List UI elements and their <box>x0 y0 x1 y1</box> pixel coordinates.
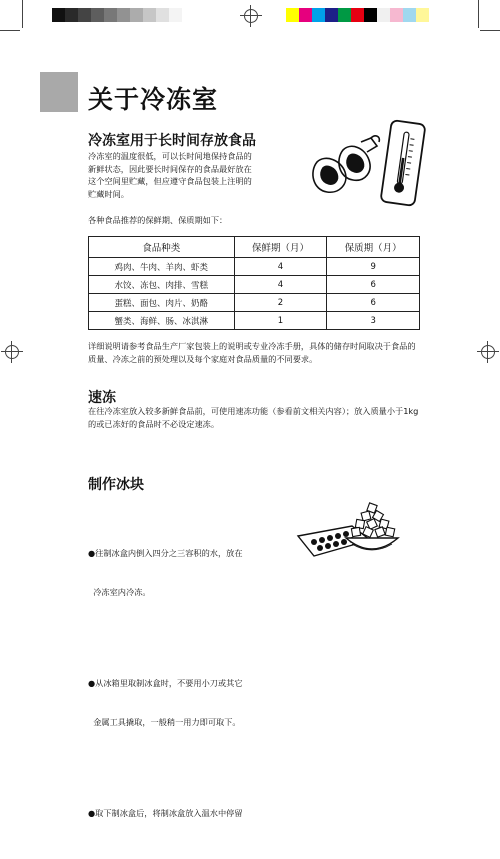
ice-instructions <box>88 495 243 859</box>
column-header: 保质期（月） <box>327 237 420 258</box>
registration-mark-right <box>477 341 499 363</box>
frozen-meat-icon <box>305 132 385 202</box>
crop-mark <box>0 30 20 31</box>
table-cell: 4 <box>234 258 327 276</box>
color-patch <box>78 8 91 22</box>
color-patch <box>416 8 429 22</box>
color-patch <box>143 8 156 22</box>
crop-mark <box>480 30 500 31</box>
ice-bowl-icon <box>342 498 402 560</box>
crop-mark <box>22 0 23 28</box>
table-cell: 1 <box>234 312 327 330</box>
color-patch <box>91 8 104 22</box>
registration-mark-left <box>1 341 23 363</box>
color-patch <box>351 8 364 22</box>
table-cell: 蛋糕、面包、肉片、奶酪 <box>89 294 235 312</box>
table-row <box>89 258 420 276</box>
intro-line: 这个空间里贮藏，但应遵守食品包装上注明的 <box>88 176 252 186</box>
bullet-line: ●取下制冰盒后，将制冰盒放入温水中停留 <box>88 808 243 818</box>
intro-paragraph <box>88 150 252 200</box>
note-line: 详细说明请参考食品生产厂家包装上的说明或专业冷冻手册，具体的储存时间取决于食品的 <box>88 341 416 351</box>
column-header: 保鲜期（月） <box>234 237 327 258</box>
thermometer-icon <box>380 118 430 208</box>
color-patch <box>377 8 390 22</box>
color-patch <box>52 8 65 22</box>
gray-calibration-strip <box>52 8 182 22</box>
table-cell: 6 <box>327 294 420 312</box>
color-patch <box>130 8 143 22</box>
quick-freeze-line: 在往冷冻室放入较多新鲜食品前，可使用速冻功能（参看前文相关内容）；放入质量小于1kg <box>88 406 419 416</box>
intro-heading: 冷冻室用于长时间存放食品 <box>88 133 256 149</box>
section-marker-block <box>40 72 78 112</box>
color-patch <box>325 8 338 22</box>
color-patch <box>65 8 78 22</box>
column-header: 食品种类 <box>89 237 235 258</box>
table-cell: 鸡肉、牛肉、羊肉、虾类 <box>89 258 235 276</box>
quick-freeze-line: 的或已冻好的食品时不必设定速冻。 <box>88 418 220 429</box>
color-patch <box>117 8 130 22</box>
quick-freeze-heading: 速冻 <box>88 390 116 406</box>
note-line: 质量、冷冻之前的预处理以及每个家庭对食品质量的不同要求。 <box>88 353 318 364</box>
table-cell: 蟹类、海鲜、肠、冰淇淋 <box>89 312 235 330</box>
table-caption: 各种食品推荐的保鲜期、保质期如下： <box>88 215 228 225</box>
bullet-item <box>88 521 243 625</box>
table-cell: 9 <box>327 258 420 276</box>
ice-heading: 制作冰块 <box>88 477 144 493</box>
color-patch <box>156 8 169 22</box>
table-row <box>89 276 420 294</box>
color-patch <box>364 8 377 22</box>
color-patch <box>104 8 117 22</box>
color-patch <box>312 8 325 22</box>
table-cell: 3 <box>327 312 420 330</box>
table-cell: 2 <box>234 294 327 312</box>
storage-note <box>88 340 416 365</box>
color-patch <box>403 8 416 22</box>
bullet-line: 金属工具撬取，一般稍一用力即可取下。 <box>88 717 241 727</box>
color-patch <box>169 8 182 22</box>
table-cell: 4 <box>234 276 327 294</box>
table-header-row <box>89 237 420 258</box>
color-patch <box>286 8 299 22</box>
quick-freeze-paragraph <box>88 405 418 430</box>
intro-line: 冷冻室的温度很低，可以长时间地保持食品的 <box>88 151 252 161</box>
intro-line: 贮藏时间。 <box>88 188 129 199</box>
registration-mark-top <box>240 5 262 27</box>
page-title: 关于冷冻室 <box>88 85 219 114</box>
crop-mark <box>478 0 479 28</box>
intro-line: 新鲜状态，因此要长时间保存的食品最好放在 <box>88 163 252 174</box>
color-patch <box>338 8 351 22</box>
table-cell: 水饺、冻包、肉排、雪糕 <box>89 276 235 294</box>
table-row <box>89 312 420 330</box>
bullet-line: 冷冻室内冷冻。 <box>88 587 151 597</box>
color-patch <box>299 8 312 22</box>
bullet-line: ●从冰箱里取制冰盒时，不要用小刀或其它 <box>88 678 243 688</box>
table-row <box>89 294 420 312</box>
bullet-item <box>88 651 243 755</box>
bullet-item <box>88 781 243 846</box>
bullet-line: ●往制冰盒内倒入四分之三容积的水，放在 <box>88 548 243 558</box>
table-cell: 6 <box>327 276 420 294</box>
storage-period-table <box>88 236 420 330</box>
color-calibration-strip <box>286 8 429 22</box>
color-patch <box>390 8 403 22</box>
